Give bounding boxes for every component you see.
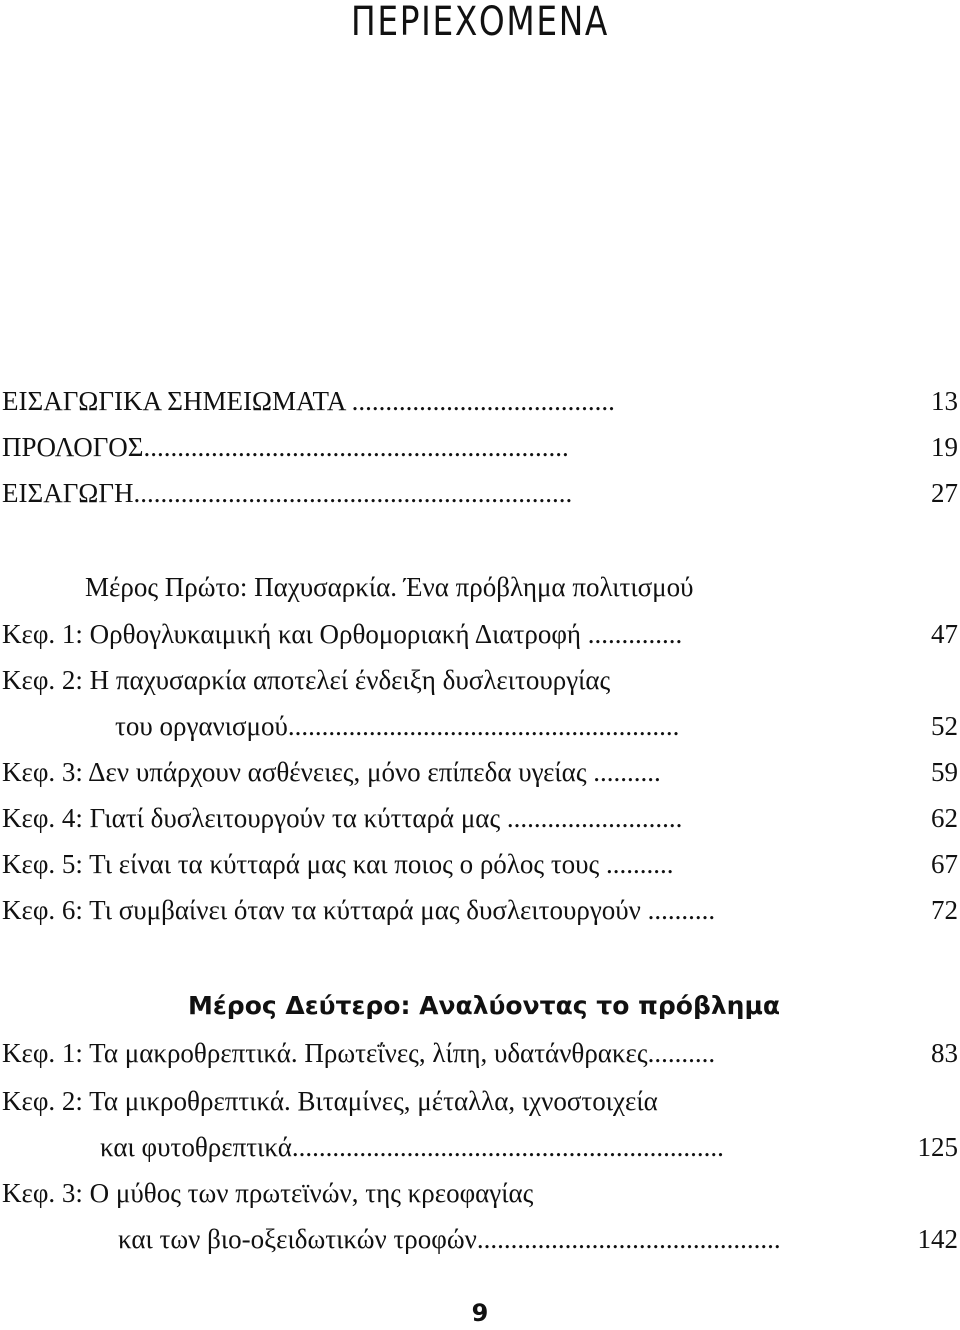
toc-entry-page: 72: [931, 895, 958, 925]
toc-entry: [0, 1222, 960, 1256]
toc-entry-text: και των βιο-οξειδωτικών τροφών.............................................: [118, 1224, 781, 1254]
toc-entry-text: ΠΡΟΛΟΓΟΣ...............................................................: [2, 432, 569, 462]
toc-entry: [0, 1036, 960, 1070]
toc-entry-text: και φυτοθρεπτικά................................................................: [100, 1132, 724, 1162]
toc-entry-page: 47: [931, 619, 958, 649]
toc-entry-text: Κεφ. 2: Η παχυσαρκία αποτελεί ένδειξη δυσλειτουργίας: [2, 665, 611, 695]
part-heading-text: Μέρος Δεύτερο: Αναλύοντας το πρόβλημα: [188, 991, 781, 1020]
toc-entry-text: Κεφ. 2: Τα μικροθρεπτικά. Βιταμίνες, μέταλλα, ιχνοστοιχεία: [2, 1086, 658, 1116]
toc-entry-text: Κεφ. 6: Τι συμβαίνει όταν τα κύτταρά μας δυσλειτουργούν ..........: [2, 895, 716, 925]
toc-entry-page: 27: [931, 478, 958, 508]
toc-entry-page: 125: [917, 1132, 958, 1162]
toc-entry-text: ΕΙΣΑΓΩΓΙΚΑ ΣΗΜΕΙΩΜΑΤΑ .......................................: [2, 386, 615, 416]
toc-entry: [0, 847, 960, 881]
toc-entry: [0, 430, 960, 464]
toc-entry-page: 67: [931, 849, 958, 879]
toc-entry: [0, 476, 960, 510]
toc-entry: [0, 1084, 960, 1118]
toc-entry-page: 13: [931, 386, 958, 416]
toc-entry: [0, 384, 960, 418]
page-number: 9: [471, 1299, 489, 1327]
toc-entry: [0, 755, 960, 789]
toc-entry: [0, 893, 960, 927]
toc-entry: [0, 1176, 960, 1210]
toc-entry-text: Κεφ. 4: Γιατί δυσλειτουργούν τα κύτταρά μας ..........................: [2, 803, 683, 833]
toc-entry-text: Κεφ. 1: Ορθογλυκαιμική και Ορθομοριακή Διατροφή ..............: [2, 619, 683, 649]
toc-entry-text: Κεφ. 1: Τα μακροθρεπτικά. Πρωτεΐνες, λίπη, υδατάνθρακες..........: [2, 1038, 716, 1068]
toc-entry-page: 52: [931, 711, 958, 741]
toc-entry-page: 19: [931, 432, 958, 462]
toc-entry-page: 83: [931, 1038, 958, 1068]
toc-entry-text: Κεφ. 3: Δεν υπάρχουν ασθένειες, μόνο επίπεδα υγείας ..........: [2, 757, 661, 787]
toc-entry-text: του οργανισμού..........................................................: [115, 711, 680, 741]
toc-entry: [0, 801, 960, 835]
toc-entry: [0, 1130, 960, 1164]
toc-entry-text: ΕΙΣΑΓΩΓΗ.................................................................: [2, 478, 573, 508]
toc-entry-text: Κεφ. 3: Ο μύθος των πρωτεϊνών, της κρεοφαγίας: [2, 1178, 534, 1208]
part-heading: [188, 987, 888, 1025]
part-heading: [85, 568, 885, 606]
part-heading-text: Μέρος Πρώτο: Παχυσαρκία. Ένα πρόβλημα πολιτισμού: [85, 572, 694, 602]
page-title: ΠΕΡΙΕΧΟΜΕΝΑ: [351, 0, 609, 45]
toc-entry-text: Κεφ. 5: Τι είναι τα κύτταρά μας και ποιος ο ρόλος τους ..........: [2, 849, 674, 879]
toc-entry-page: 142: [917, 1224, 958, 1254]
toc-entry: [0, 617, 960, 651]
toc-entry-page: 62: [931, 803, 958, 833]
toc-entry-page: 59: [931, 757, 958, 787]
toc-entry: [0, 709, 960, 743]
toc-entry: [0, 663, 960, 697]
